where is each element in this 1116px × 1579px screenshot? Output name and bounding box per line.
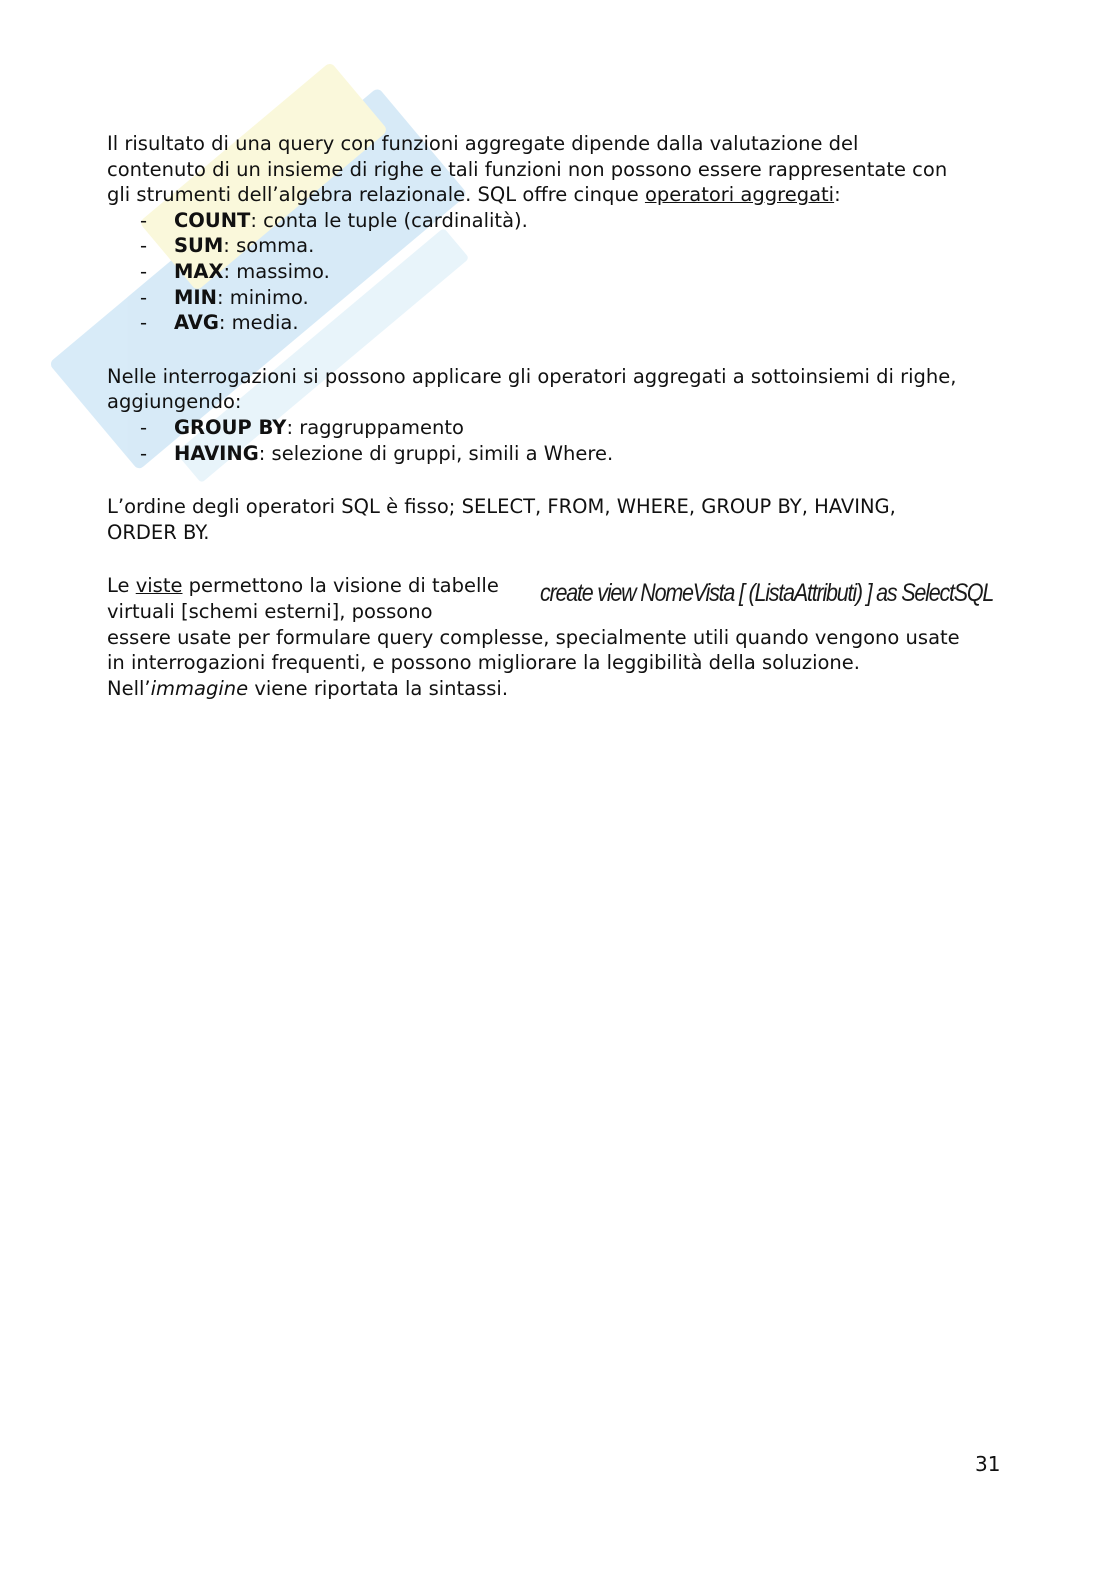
text-line: in interrogazioni frequenti, e possono migliorare la leggibilità della soluzione. xyxy=(107,651,860,675)
views-section xyxy=(107,573,1007,701)
syntax-image: create view NomeVista [ (ListaAttributi) ] as SelectSQL xyxy=(540,579,994,608)
operator-name: AVG xyxy=(174,311,219,335)
operator-name: MIN xyxy=(174,285,217,309)
document-body xyxy=(107,131,1007,701)
text-line: viene riportata la sintassi. xyxy=(248,676,509,700)
list-item xyxy=(107,233,1007,259)
text-line: gli strumenti dell’algebra relazionale. SQL offre cinque xyxy=(107,183,645,207)
operator-desc: : somma. xyxy=(223,234,315,258)
text-line: Le xyxy=(107,574,136,598)
text-line: Nelle interrogazioni si possono applicare gli operatori aggregati a sottoinsiemi di righe, xyxy=(107,364,957,388)
operator-desc: : media. xyxy=(218,311,299,335)
operator-name: SUM xyxy=(174,234,224,258)
list-item xyxy=(107,415,1007,441)
paragraph-sql-order xyxy=(107,494,1007,545)
text-line: Il risultato di una query con funzioni aggregate dipende dalla valutazione del xyxy=(107,132,859,155)
aggregate-operators-list xyxy=(107,208,1007,336)
paragraph-grouping xyxy=(107,364,1007,415)
list-item xyxy=(107,441,1007,467)
clause-name: HAVING xyxy=(174,441,259,465)
text-line: contenuto di un insieme di righe e tali funzioni non possono essere rappresentate con xyxy=(107,157,948,181)
text-line: permettono la visione di tabelle xyxy=(182,574,499,598)
grouping-clauses-list xyxy=(107,415,1007,466)
operator-desc: : conta le tuple (cardinalità). xyxy=(250,208,528,232)
list-item xyxy=(107,208,1007,234)
operator-desc: : massimo. xyxy=(223,259,330,283)
clause-desc: : raggruppamento xyxy=(286,415,464,439)
operator-name: COUNT xyxy=(174,208,251,232)
text-line: essere usate per formulare query complesse, specialmente utili quando vengono usate xyxy=(107,625,960,649)
text-line: virtuali [schemi esterni], possono xyxy=(107,599,433,623)
underlined-term: viste xyxy=(135,574,183,598)
emphasized-term: immagine xyxy=(150,676,249,700)
operator-desc: : minimo. xyxy=(216,285,309,309)
list-item xyxy=(107,259,1007,285)
list-item xyxy=(107,285,1007,311)
clause-name: GROUP BY xyxy=(174,415,287,439)
text-line: Nell’ xyxy=(107,676,151,700)
list-item xyxy=(107,310,1007,336)
page-number: 31 xyxy=(975,1452,1001,1476)
clause-desc: : selezione di gruppi, simili a Where. xyxy=(258,441,614,465)
text-line: ORDER BY. xyxy=(107,520,210,544)
operator-name: MAX xyxy=(174,259,224,283)
underlined-term: operatori aggregati xyxy=(644,183,835,207)
text-line: aggiungendo: xyxy=(107,390,242,414)
paragraph-aggregate-intro xyxy=(107,131,1007,208)
text-line: : xyxy=(834,183,841,207)
text-line: L’ordine degli operatori SQL è fisso; SELECT, FROM, WHERE, GROUP BY, HAVING, xyxy=(107,495,896,519)
